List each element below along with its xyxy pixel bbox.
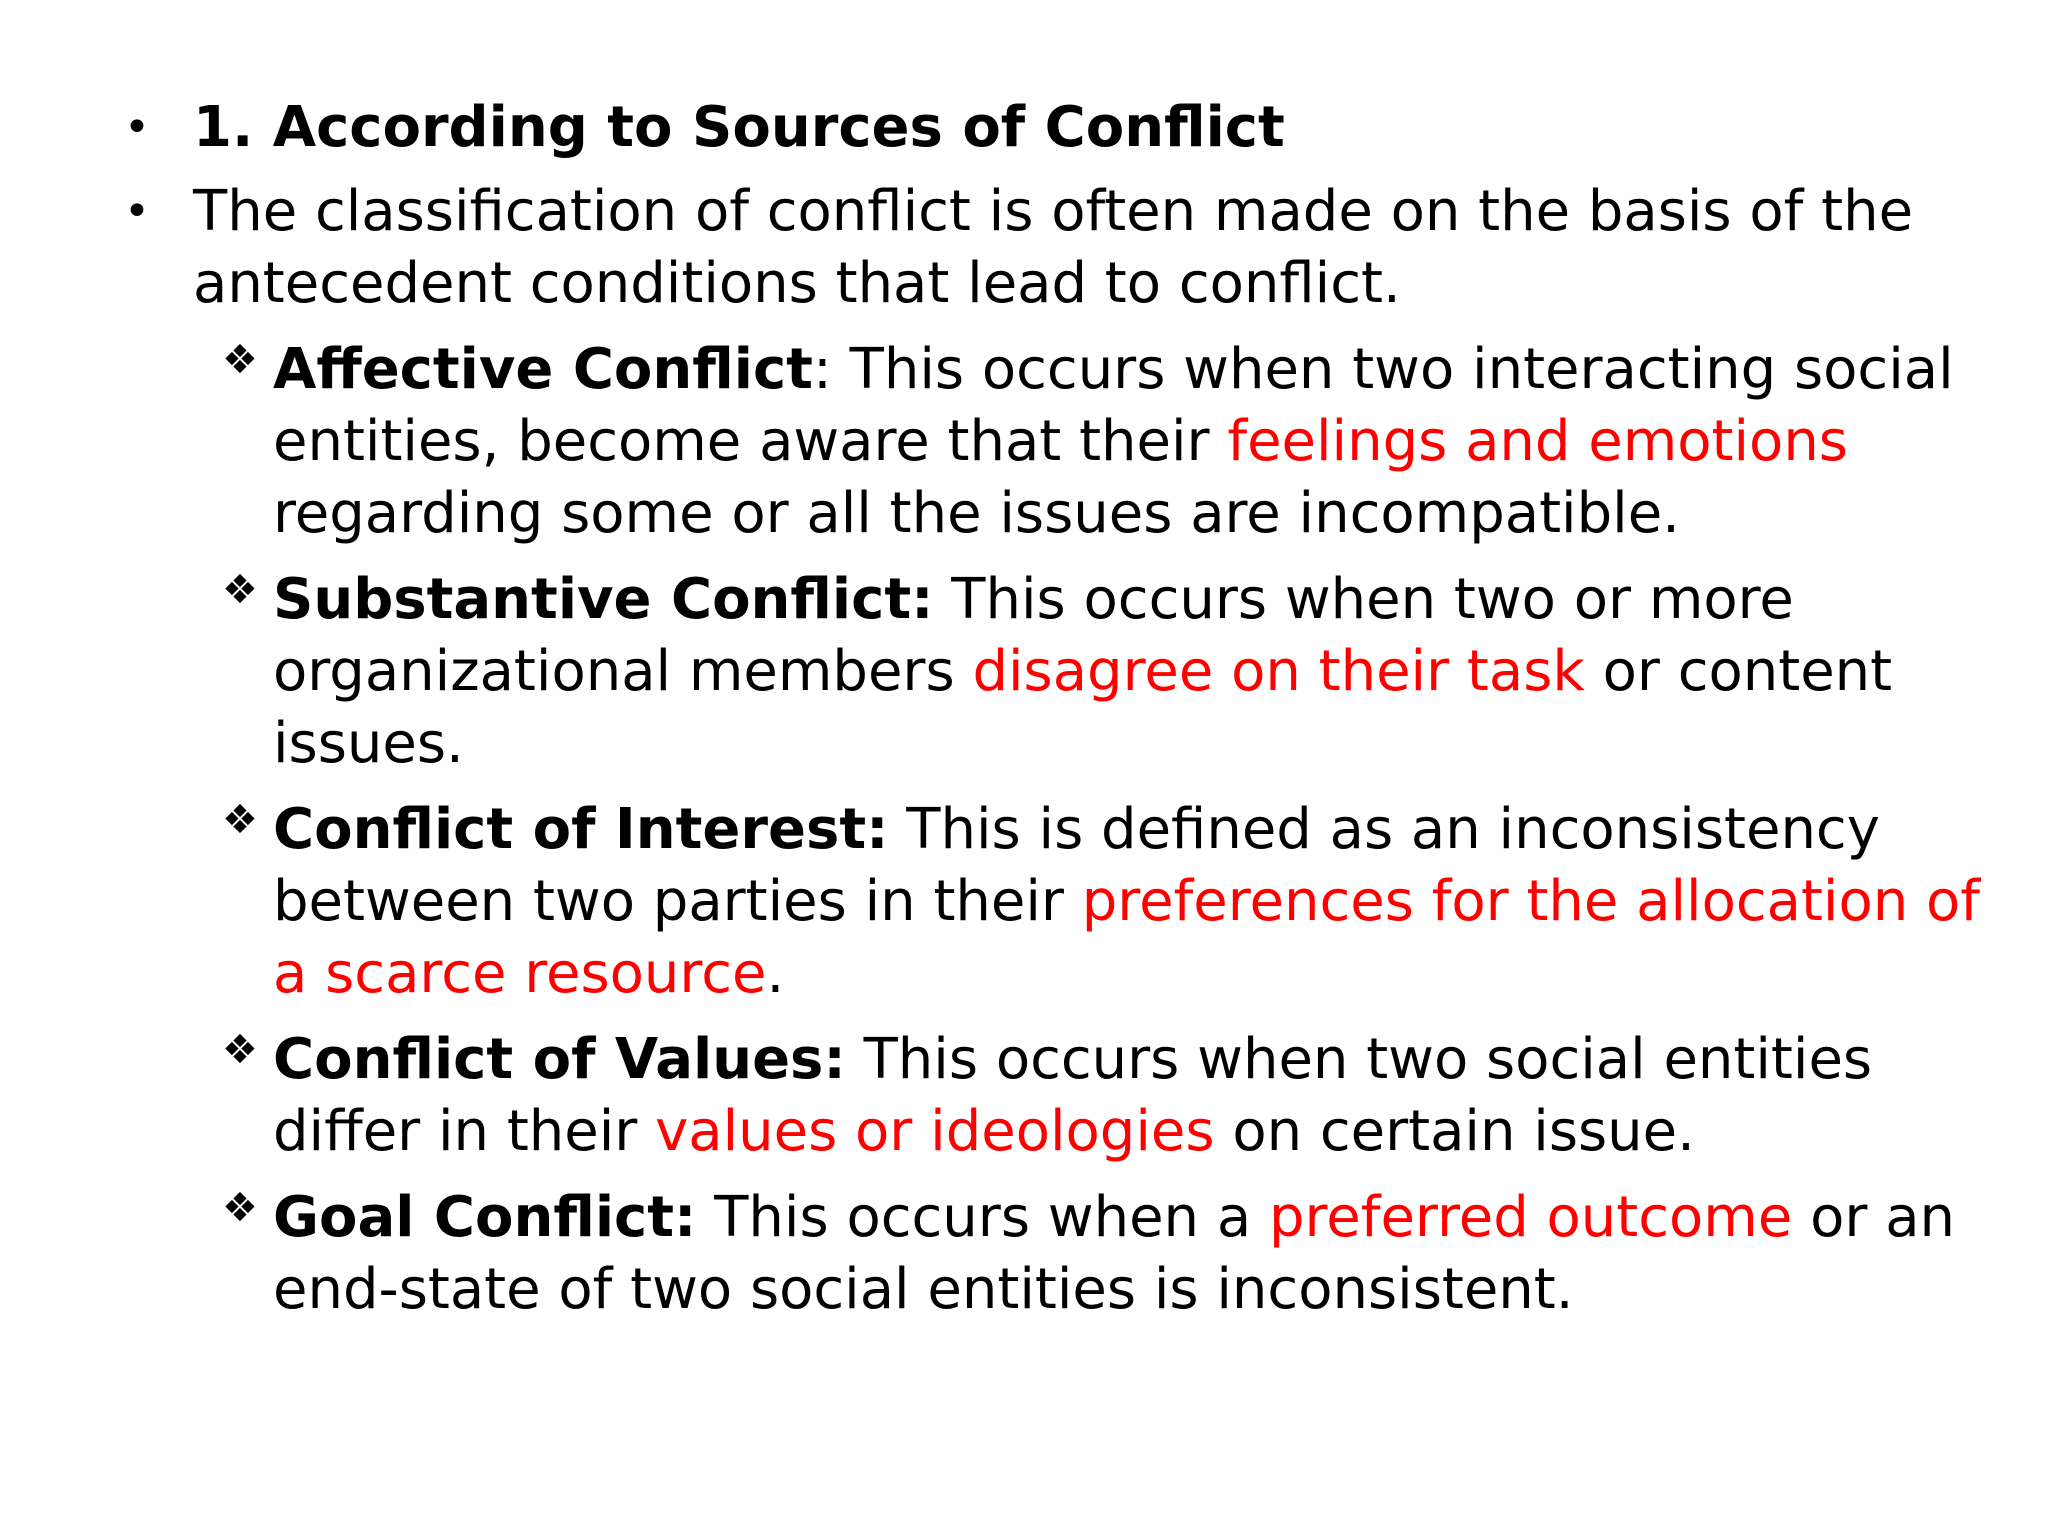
diamond-bullet-icon: ❖ xyxy=(222,337,258,383)
item-term: Substantive Conflict: xyxy=(273,567,934,632)
item-text-after: on certain issue. xyxy=(1214,1099,1695,1164)
item-text-before: This occurs when a xyxy=(696,1185,1269,1250)
list-item-goal-conflict xyxy=(0,1182,2048,1326)
item-highlight: disagree on their task xyxy=(972,639,1585,704)
item-text-after: . xyxy=(766,941,785,1006)
item-term: Conflict of Values: xyxy=(273,1027,846,1092)
item-term: Goal Conflict: xyxy=(273,1185,697,1250)
bullet-icon: • xyxy=(124,186,150,237)
item-text-before: This occurs when two interacting social entities, become aware that their xyxy=(273,337,1954,474)
item-term: Conflict of Interest: xyxy=(273,797,889,862)
list-item-substantive-conflict xyxy=(0,564,2048,780)
item-text-before: This occurs when two or more organizational members xyxy=(273,567,1794,704)
item-highlight: preferences for the allocation of a scarce resource xyxy=(273,869,1981,1006)
section-heading: 1. According to Sources of Conflict xyxy=(193,95,1285,160)
item-highlight: feelings and emotions xyxy=(1227,409,1848,474)
diamond-bullet-icon: ❖ xyxy=(222,567,258,613)
diamond-bullet-icon: ❖ xyxy=(222,1185,258,1231)
item-text-after: regarding some or all the issues are incompatible. xyxy=(273,481,1680,546)
diamond-bullet-icon: ❖ xyxy=(222,1027,258,1073)
item-highlight: preferred outcome xyxy=(1268,1185,1793,1250)
list-item-conflict-of-interest xyxy=(0,794,2048,1010)
item-text-before: This occurs when two social entities differ in their xyxy=(273,1027,1873,1164)
intro-bullet xyxy=(0,176,2048,320)
item-separator: : xyxy=(812,337,832,402)
bullet-icon: • xyxy=(124,102,150,153)
item-highlight: values or ideologies xyxy=(655,1099,1215,1164)
slide-content xyxy=(0,92,2048,1326)
item-text-before: This is defined as an inconsistency between two parties in their xyxy=(273,797,1880,934)
item-text-after: or content issues. xyxy=(273,639,1893,776)
intro-text: The classification of conflict is often made on the basis of the antecedent conditions that lead to conflict. xyxy=(193,179,1914,316)
list-item-affective-conflict xyxy=(0,334,2048,550)
item-text-after: or an end-state of two social entities is inconsistent. xyxy=(273,1185,1956,1322)
item-term: Affective Conflict xyxy=(273,337,813,402)
list-item-conflict-of-values xyxy=(0,1024,2048,1168)
heading-bullet xyxy=(0,92,2048,164)
diamond-bullet-icon: ❖ xyxy=(222,797,258,843)
